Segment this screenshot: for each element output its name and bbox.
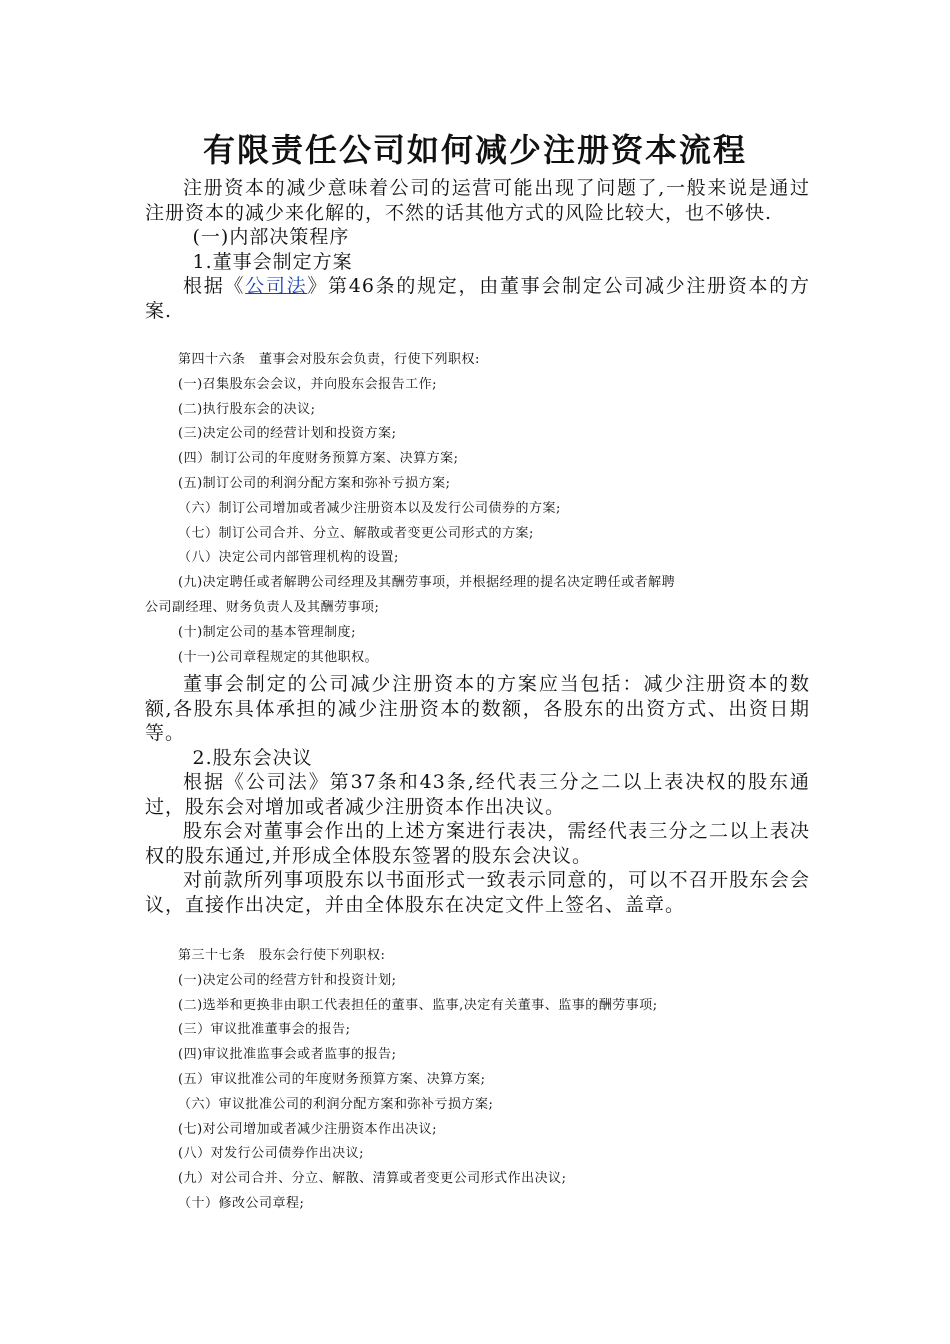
article37-item: （六）审议批准公司的利润分配方案和弥补亏损方案; [178,1096,494,1112]
p1-after: 》第46条的规定，由董事会制定公司减少注册资本的方案. [145,275,810,322]
article46-item: (三)决定公司的经营计划和投资方案; [178,426,397,442]
intro-paragraph: 注册资本的减少意味着公司的运营可能出现了问题了,一般来说是通过注册资本的减少来化解的，不然的话其他方式的风险比较大，也不够快. [145,177,810,224]
article46-item-continued: 公司副经理、财务负责人及其酬劳事项; [145,599,380,615]
intro-block [145,176,810,323]
article46-item: (四）制订公司的年度财务预算方案、决算方案; [178,451,459,467]
article37-item: (九）对公司合并、分立、解散、清算或者变更公司形式作出决议; [178,1171,567,1187]
document-title: 有限责任公司如何减少注册资本流程 [202,131,747,169]
article37-item: （十）修改公司章程; [178,1195,305,1211]
article37-item: (三）审议批准董事会的报告; [178,1022,351,1038]
article46-item: (十一)公司章程规定的其他职权。 [178,649,379,665]
written-consent-paragraph: 对前款所列事项股东以书面形式一致表示同意的，可以不召开股东会会议，直接作出决定，并由全体股东在决定文件上签名、盖章。 [145,869,810,916]
article46-item: (二)执行股东会的决议; [178,401,316,417]
article37-item: (四)审议批准监事会或者监事的报告; [178,1047,397,1063]
article37-item: (二)选举和更换非由职工代表担任的董事、监事,决定有关董事、监事的酬劳事项; [178,997,658,1013]
article37-item: (五）审议批准公司的年度财务预算方案、决算方案; [178,1071,486,1087]
section1-subheading: 1.董事会制定方案 [192,250,353,273]
company-law-link[interactable]: 公司法 [245,275,308,297]
article46-item: （七）制订公司合并、分立、解散或者变更公司形式的方案; [178,525,534,541]
article37-item: (一)决定公司的经营方针和投资计划; [178,972,397,988]
article46-item: (五)制订公司的利润分配方案和弥补亏损方案; [178,475,451,491]
article37-list [178,944,818,1217]
article37-item: (八）对发行公司债券作出决议; [178,1146,364,1162]
vote-paragraph: 股东会对董事会作出的上述方案进行表决，需经代表三分之二以上表决权的股东通过,并形成全体股东签署的股东会决议。 [145,820,810,867]
article46-list [145,348,818,670]
section2-subheading: 2.股东会决议 [192,746,313,769]
p1-before: 根据《 [183,275,246,297]
section2-block [145,672,810,917]
article46-header: 第四十六条 董事会对股东会负责，行使下列职权: [178,352,480,367]
article37-item: (七)对公司增加或者减少注册资本作出决议; [178,1121,438,1137]
section1-heading: (一)内部决策程序 [192,226,350,248]
section1-paragraph [145,274,810,323]
article37-header: 第三十七条 股东会行使下列职权: [178,948,386,963]
article46-item: (一)召集股东会会议，并向股东会报告工作; [178,376,438,392]
article46-item: （六）制订公司增加或者减少注册资本以及发行公司债券的方案; [178,500,561,516]
article46-item: （八）决定公司内部管理机构的设置; [178,550,399,566]
article46-item: (十)制定公司的基本管理制度; [178,624,357,640]
plan-contents-paragraph: 董事会制定的公司减少注册资本的方案应当包括：减少注册资本的数额,各股东具体承担的减少注册资本的数额，各股东的出资方式、出资日期等。 [145,673,810,744]
article46-item: (九)决定聘任或者解聘公司经理及其酬劳事项，并根据经理的提名决定聘任或者解聘 [178,575,676,591]
law-basis-paragraph: 根据《公司法》第37条和43条,经代表三分之二以上表决权的股东通过，股东会对增加或者减少注册资本作出决议。 [145,771,810,818]
